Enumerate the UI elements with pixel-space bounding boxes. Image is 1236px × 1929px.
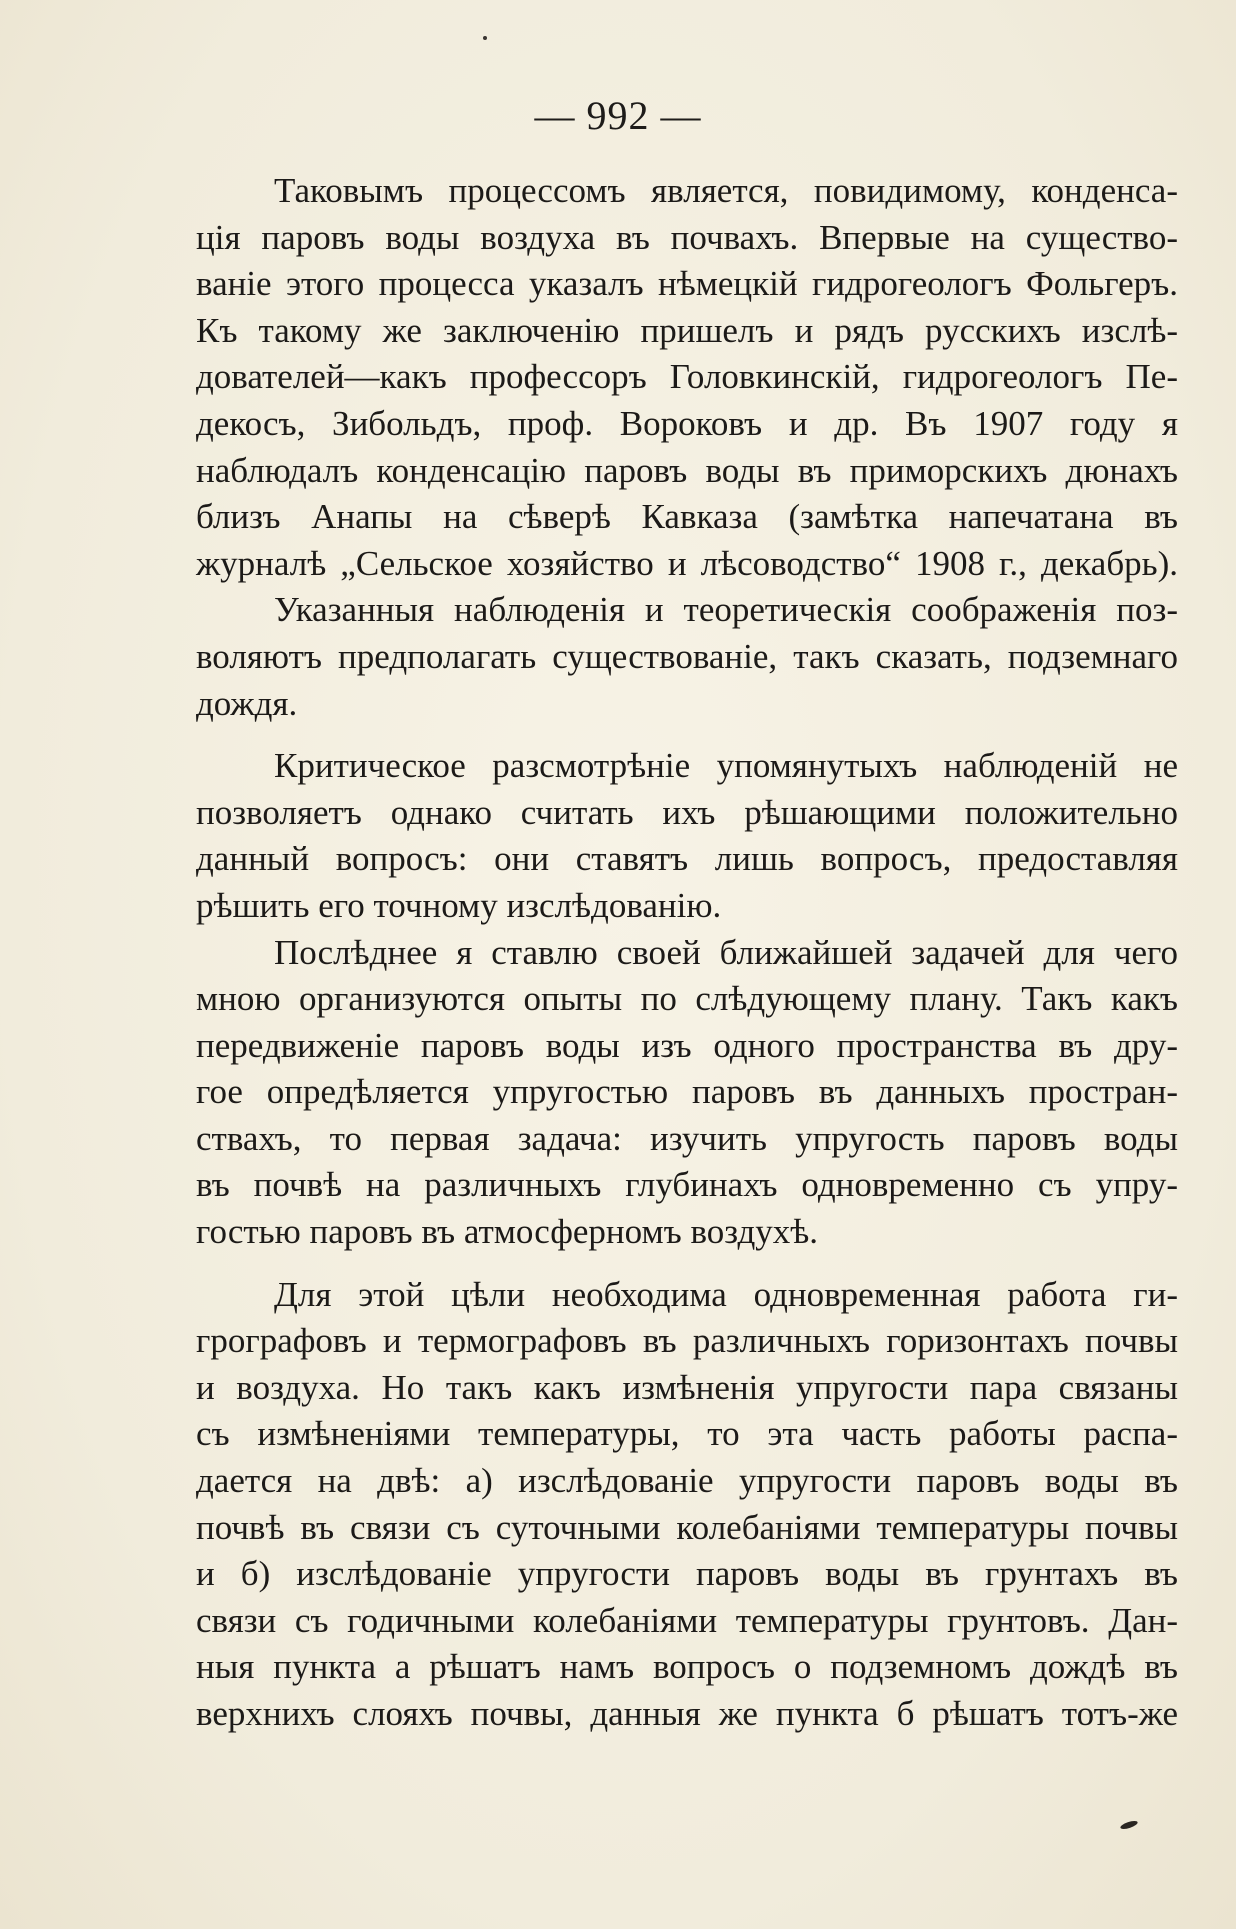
text-line: Критическое разсмотрѣнiе упомянутыхъ наблюденiй не	[274, 746, 1178, 786]
print-speck	[483, 36, 487, 40]
text-line: Таковымъ процессомъ является, повидимому, конденса-	[274, 171, 1178, 210]
text-line: дается на двѣ: а) изслѣдованiе упругости паровъ воды въ	[196, 1461, 1178, 1501]
text-line: цiя паровъ воды воздуха въ почвахъ. Впервые на существо-	[196, 217, 1178, 257]
text-line: Указанныя наблюденiя и теоретическiя соображенiя поз-	[274, 590, 1178, 630]
text-line: данный вопросъ: они ставятъ лишь вопросъ, предоставляя	[196, 839, 1178, 879]
text-line: Къ такому же заключенiю пришелъ и рядъ русскихъ изслѣ-	[196, 310, 1178, 350]
text-line: грографовъ и термографовъ въ различныхъ горизонтахъ почвы	[196, 1321, 1178, 1361]
text-line: мною организуются опыты по слѣдующему плану. Такъ какъ	[196, 979, 1178, 1019]
text-line: гостью паровъ въ атмосферномъ воздухѣ.	[196, 1212, 819, 1252]
page-number: — 992 —	[534, 93, 702, 138]
text-line: ствахъ, то первая задача: изучить упругость паровъ воды	[196, 1118, 1178, 1158]
ink-mark	[1120, 1819, 1139, 1830]
text-line: и б) изслѣдованiе упругости паровъ воды въ грунтахъ въ	[196, 1554, 1178, 1594]
text-line: и воздуха. Но такъ какъ измѣненiя упругости пара связаны	[196, 1367, 1178, 1407]
paragraph	[196, 587, 1178, 727]
text-line: рѣшить его точному изслѣдованiю.	[196, 885, 722, 925]
text-line: дователей—какъ профессоръ Головкинскiй, гидрогеологъ Пе-	[196, 357, 1178, 397]
text-line: передвиженiе паровъ воды изъ одного пространства въ дру-	[196, 1025, 1178, 1065]
text-line: наблюдалъ конденсацiю паровъ воды въ приморскихъ дюнахъ	[196, 450, 1178, 490]
text-line: ванiе этого процесса указалъ нѣмецкiй гидрогеологъ Фольгеръ.	[196, 264, 1178, 304]
text-line: съ измѣненiями температуры, то эта часть работы распа-	[196, 1414, 1178, 1454]
text-line: верхнихъ слояхъ почвы, данныя же пункта б рѣшатъ тотъ-же	[196, 1694, 1178, 1733]
paragraph-gap	[196, 1256, 1178, 1272]
text-line: въ почвѣ на различныхъ глубинахъ одновременно съ упру-	[196, 1165, 1178, 1205]
paragraph	[196, 168, 1178, 587]
paragraph	[196, 743, 1178, 929]
text-line: декосъ, Зибольдъ, проф. Вороковъ и др. Въ 1907 году я	[196, 403, 1178, 443]
text-line: позволяетъ однако считать ихъ рѣшающими положительно	[196, 792, 1178, 832]
paragraph	[196, 930, 1178, 1256]
body-text	[196, 168, 1178, 1738]
text-line: Послѣднее я ставлю своей ближайшей задачей для чего	[274, 932, 1178, 972]
text-line: близъ Анапы на сѣверѣ Кавказа (замѣтка напечатана въ	[196, 497, 1178, 537]
text-line: Для этой цѣли необходима одновременная работа ги-	[274, 1274, 1178, 1314]
paragraph-gap	[196, 727, 1178, 743]
paragraph	[196, 1272, 1178, 1738]
text-line: связи съ годичными колебанiями температуры грунтовъ. Дан-	[196, 1600, 1178, 1640]
text-line: гое опредѣляется упругостью паровъ въ данныхъ простран-	[196, 1072, 1178, 1112]
text-line: журналѣ „Сельское хозяйство и лѣсоводство“ 1908 г., декабрь).	[196, 543, 1178, 583]
text-line: ныя пункта а рѣшатъ намъ вопросъ о подземномъ дождѣ въ	[196, 1647, 1178, 1687]
text-line: почвѣ въ связи съ суточными колебанiями температуры почвы	[196, 1507, 1178, 1547]
text-line: дождя.	[196, 683, 298, 723]
text-line: воляютъ предполагать существованiе, такъ сказать, подземнаго	[196, 636, 1178, 676]
